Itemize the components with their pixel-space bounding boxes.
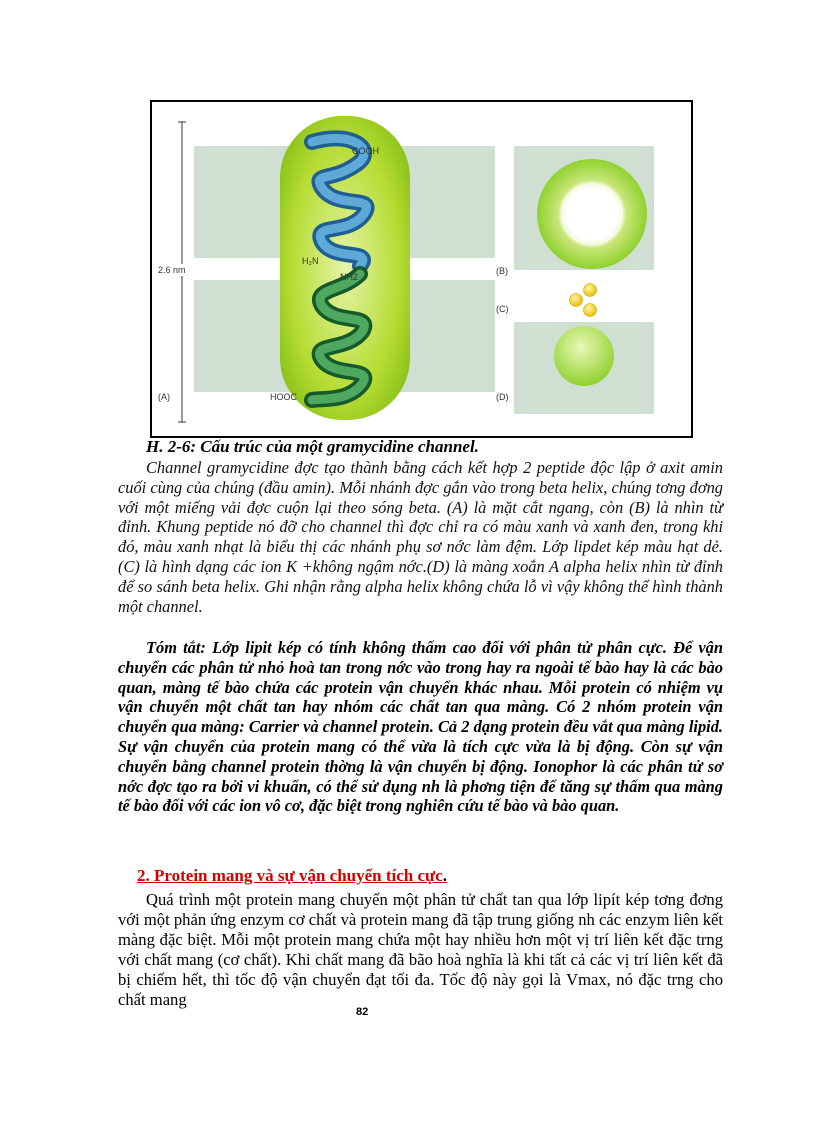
panel-label-a: (A) <box>158 392 170 402</box>
nh2-label: NH2 <box>340 272 359 282</box>
figure-description-paragraph: Channel gramycidine đợc tạo thành bằng cách kết hợp 2 peptide độc lập ở axit amin cuối cùng của chúng (đầu amin). Mỗi nhánh đợc gắn vào trong beta helix, chúng tơng đơng với một miếng vải đợc cuộn lại theo sóng beta. (A) là mặt cắt ngang, còn (B) là nhìn từ đỉnh. Khung peptide nó đỡ cho channel thì đợc chỉ ra có màu xanh và xanh đen, trong khi đó, màu xanh nhạt là biểu thị các nhánh phụ sơ nớc làm đệm. Lớp lipdet kép màu hạt dẻ.(C) là hình dạng các ion K +không ngậm nớc.(D) là màng xoắn A alpha helix nhìn từ đỉnh để so sánh beta helix. Ghi nhận rằng alpha helix không chứa lỗ vì vậy không thể hình thành một channel. <box>118 458 723 616</box>
body-paragraph: Quá trình một protein mang chuyển một phân tử chất tan qua lớp lipít kép tơng đơng với một phản ứng enzym cơ chất và protein mang đã tập trung giống nh các enzym liên kết màng đặc biệt. Mỗi một protein mang chứa một hay nhiều hơn một vị trí liên kết đặc trng với chất mang (cơ chất). Khi chất mang đã bão hoà nghĩa là khi tất cả các vị trí liên kết đã bị chiếm hết, thì tốc độ vận chuyển đạt tối đa. Tốc độ này gọi là Vmax, nó đặc trng cho chất mang <box>118 890 723 1009</box>
hooc-label: HOOC <box>270 392 297 402</box>
cooh-label: COOH <box>352 146 379 156</box>
alpha-helix-top-view <box>554 326 614 386</box>
membrane-block <box>397 280 495 392</box>
channel-pore <box>565 187 619 241</box>
membrane-block <box>397 146 495 258</box>
figure-caption: H. 2-6: Cấu trúc của một gramycidine channel. <box>146 437 479 456</box>
figure-description <box>118 458 723 616</box>
membrane-block <box>194 146 292 258</box>
ion-icon <box>570 294 583 307</box>
membrane-block <box>194 280 292 392</box>
ion-icon <box>584 284 597 297</box>
scale-label: 2.6 nm <box>158 265 186 275</box>
panel-label-c: (C) <box>496 304 509 314</box>
section-heading <box>137 866 447 886</box>
figure-illustration <box>152 102 691 436</box>
summary-section <box>118 638 723 816</box>
section-heading-text: 2. Protein mang và sự vận chuyển tích cực <box>137 866 443 885</box>
figure-gramicidin-channel <box>150 100 693 438</box>
summary-paragraph: Tóm tắt: Lớp lipit kép có tính không thấm cao đối với phân tử phân cực. Để vận chuyển các phân tử nhỏ hoà tan trong nớc vào trong hay ra ngoài tế bào hay là các bào quan, màng tế bào chứa các protein vận chuyển khác nhau. Mỗi protein có nhiệm vụ vận chuyển một chất tan hay nhóm các chất tan qua màng. Có 2 nhóm protein vận chuyển qua màng: Carrier và channel protein. Cả 2 dạng protein đều vắt qua màng lipid. Sự vận chuyển của protein mang có thể vừa là tích cực vừa là bị động. Còn sự vận chuyển bằng channel protein thờng là vận chuyển bị động. Ionophor là các phân tử sơ nớc đợc tạo ra bởi vi khuẩn, có thể sử dụng nh là phơng tiện để tăng sự thấm qua màng tế bào đối với các ion vô cơ, đặc biệt trong nghiên cứu tế bào và bào quan. <box>118 638 723 816</box>
page-number: 82 <box>356 1006 369 1018</box>
panel-label-d: (D) <box>496 392 509 402</box>
h2n-label: H₂N <box>302 256 319 266</box>
section-heading-dot: . <box>442 866 448 885</box>
panel-label-b: (B) <box>496 266 508 276</box>
body-section <box>118 890 723 1010</box>
ion-icon <box>584 304 597 317</box>
